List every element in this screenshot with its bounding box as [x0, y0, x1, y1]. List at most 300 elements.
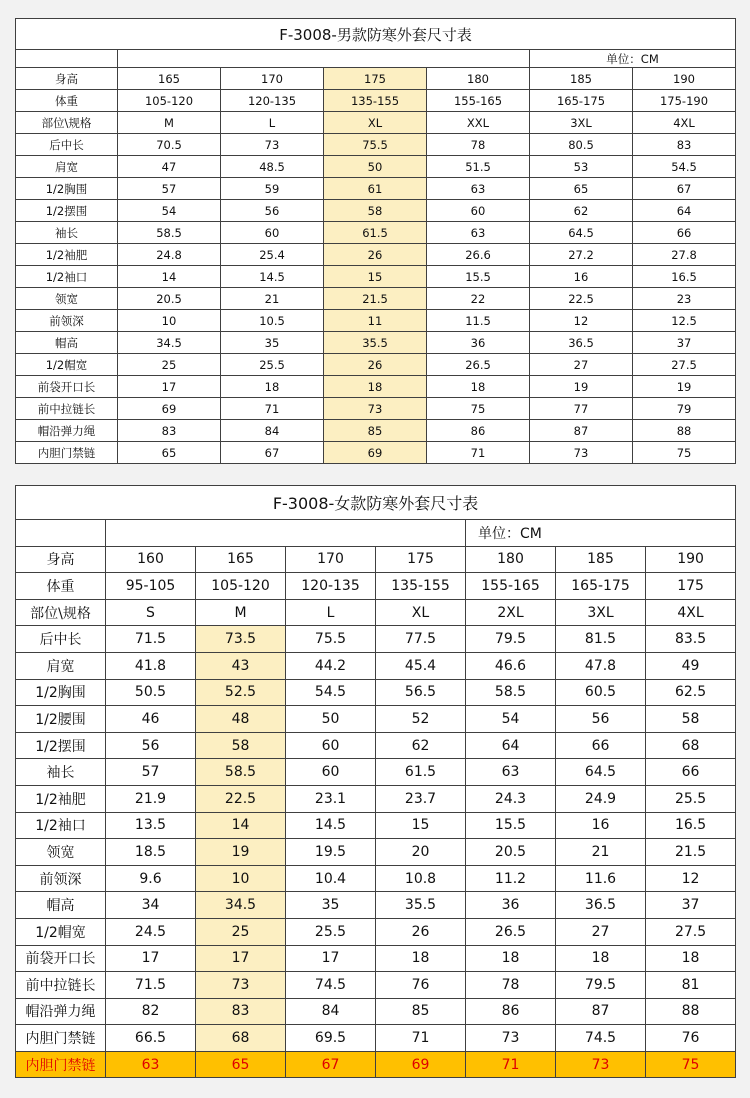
men-table-row	[16, 134, 736, 156]
women-table-cell: 160	[106, 546, 196, 573]
men-table-cell: 75	[633, 442, 736, 464]
women-table-cell: 3XL	[556, 599, 646, 626]
women-table-cell: 15.5	[466, 812, 556, 839]
men-table-cell: 36.5	[530, 332, 633, 354]
women-table-cell: 62	[376, 732, 466, 759]
women-table-cell: 56	[556, 706, 646, 733]
women-table-cell: 18	[466, 945, 556, 972]
women-table-cell: 21	[556, 839, 646, 866]
men-row-label: 前中拉链长	[16, 398, 118, 420]
men-table-cell: 12.5	[633, 310, 736, 332]
women-table-cell: 34.5	[196, 892, 286, 919]
men-table-cell: 18	[427, 376, 530, 398]
men-table-cell: 60	[427, 200, 530, 222]
men-table-cell: 25	[118, 354, 221, 376]
men-table-cell: 71	[221, 398, 324, 420]
women-table-cell: 21.5	[646, 839, 736, 866]
men-row-label: 1/2袖口	[16, 266, 118, 288]
men-table-cell: 14	[118, 266, 221, 288]
women-table-cell: 46	[106, 706, 196, 733]
women-table-cell: 52.5	[196, 679, 286, 706]
women-table-row	[16, 652, 736, 679]
women-table-row	[16, 546, 736, 573]
men-table-cell: 25.4	[221, 244, 324, 266]
women-table-cell: 87	[556, 998, 646, 1025]
men-table-cell: XXL	[427, 112, 530, 134]
men-table-cell: 20.5	[118, 288, 221, 310]
women-table-cell: 10	[196, 865, 286, 892]
women-table-cell: 25.5	[286, 918, 376, 945]
men-row-label: 部位\规格	[16, 112, 118, 134]
women-table-cell: 19	[196, 839, 286, 866]
men-table-cell: 71	[427, 442, 530, 464]
women-table-cell: 18	[376, 945, 466, 972]
women-row-label: 肩宽	[16, 652, 106, 679]
women-table-cell: 41.8	[106, 652, 196, 679]
men-table-cell: 18	[221, 376, 324, 398]
men-table-cell: 27	[530, 354, 633, 376]
men-table-cell: 23	[633, 288, 736, 310]
men-table-cell: 79	[633, 398, 736, 420]
men-table-cell: 15	[324, 266, 427, 288]
women-highlight-row	[16, 1051, 736, 1078]
men-row-label: 帽高	[16, 332, 118, 354]
women-table-cell: 37	[646, 892, 736, 919]
men-table-cell: 35.5	[324, 332, 427, 354]
men-table-cell: 66	[633, 222, 736, 244]
women-table-cell: 43	[196, 652, 286, 679]
women-table-cell: 36	[466, 892, 556, 919]
men-table-cell: 60	[221, 222, 324, 244]
men-table-cell: 59	[221, 178, 324, 200]
women-table-cell: 77.5	[376, 626, 466, 653]
women-table-cell: 11.6	[556, 865, 646, 892]
women-table-cell: 47.8	[556, 652, 646, 679]
women-table-cell: 180	[466, 546, 556, 573]
women-table-cell: 24.3	[466, 785, 556, 812]
men-table-cell: 67	[221, 442, 324, 464]
women-table-cell: 60.5	[556, 679, 646, 706]
women-table-cell: 34	[106, 892, 196, 919]
men-table-cell: 70.5	[118, 134, 221, 156]
women-table-cell: 50.5	[106, 679, 196, 706]
women-table-cell: 165-175	[556, 573, 646, 600]
women-table-cell: 58.5	[466, 679, 556, 706]
men-table-row	[16, 112, 736, 134]
women-table-cell: 73	[466, 1025, 556, 1052]
women-table-cell: 60	[286, 759, 376, 786]
women-table-cell: 61.5	[376, 759, 466, 786]
men-row-label: 1/2胸围	[16, 178, 118, 200]
men-table-cell: 62	[530, 200, 633, 222]
men-row-label: 前袋开口长	[16, 376, 118, 398]
men-table-cell: 84	[221, 420, 324, 442]
women-table-cell: 19.5	[286, 839, 376, 866]
men-table-cell: 18	[324, 376, 427, 398]
men-table-cell: 54	[118, 200, 221, 222]
men-table-cell: 26.6	[427, 244, 530, 266]
men-table-cell: 26.5	[427, 354, 530, 376]
women-table-cell: 13.5	[106, 812, 196, 839]
men-row-label: 1/2袖肥	[16, 244, 118, 266]
women-table-cell: 185	[556, 546, 646, 573]
women-table-cell: 18.5	[106, 839, 196, 866]
men-table-cell: 14.5	[221, 266, 324, 288]
men-table-row	[16, 222, 736, 244]
men-table-cell: 47	[118, 156, 221, 178]
women-row-label: 1/2帽宽	[16, 918, 106, 945]
men-table-cell: 27.5	[633, 354, 736, 376]
men-table-cell: 16.5	[633, 266, 736, 288]
men-row-label: 身高	[16, 68, 118, 90]
women-table-cell: 26	[376, 918, 466, 945]
women-table-cell: 58	[196, 732, 286, 759]
men-table-cell: M	[118, 112, 221, 134]
men-table-cell: 37	[633, 332, 736, 354]
women-table-row	[16, 972, 736, 999]
women-row-label: 部位\规格	[16, 599, 106, 626]
men-table-cell: 10.5	[221, 310, 324, 332]
women-table-cell: 2XL	[466, 599, 556, 626]
men-table-cell: 22	[427, 288, 530, 310]
men-table-cell: 135-155	[324, 90, 427, 112]
men-table-row	[16, 288, 736, 310]
men-table-cell: 25.5	[221, 354, 324, 376]
women-table-cell: 46.6	[466, 652, 556, 679]
women-table-cell: 10.8	[376, 865, 466, 892]
women-row-label: 内胆门禁链	[16, 1051, 106, 1078]
women-table-cell: 10.4	[286, 865, 376, 892]
men-table-cell: 73	[324, 398, 427, 420]
men-table-cell: 85	[324, 420, 427, 442]
women-table-row	[16, 998, 736, 1025]
women-table-cell: 190	[646, 546, 736, 573]
men-row-label: 体重	[16, 90, 118, 112]
women-table-cell: 23.7	[376, 785, 466, 812]
women-table-cell: 17	[196, 945, 286, 972]
men-table-cell: 24.8	[118, 244, 221, 266]
women-table-cell: 68	[646, 732, 736, 759]
men-table-row	[16, 398, 736, 420]
women-table-row	[16, 918, 736, 945]
women-table-cell: 165	[196, 546, 286, 573]
men-table-cell: 57	[118, 178, 221, 200]
women-table-cell: 20.5	[466, 839, 556, 866]
women-row-label: 1/2胸围	[16, 679, 106, 706]
women-table-cell: 54	[466, 706, 556, 733]
women-row-label: 1/2袖口	[16, 812, 106, 839]
men-table-cell: 175-190	[633, 90, 736, 112]
women-table-cell: 73.5	[196, 626, 286, 653]
women-table-cell: 66	[646, 759, 736, 786]
women-table-cell: 23.1	[286, 785, 376, 812]
women-table-cell: 4XL	[646, 599, 736, 626]
men-table-cell: 17	[118, 376, 221, 398]
men-table-cell: 19	[530, 376, 633, 398]
men-table-row	[16, 310, 736, 332]
women-table-cell: 76	[646, 1025, 736, 1052]
men-table-cell: 16	[530, 266, 633, 288]
women-table-cell: 50	[286, 706, 376, 733]
men-table-row	[16, 354, 736, 376]
women-table-cell: 69	[376, 1051, 466, 1078]
men-table-row	[16, 156, 736, 178]
women-table-row	[16, 839, 736, 866]
women-table-cell: 14.5	[286, 812, 376, 839]
men-table-row	[16, 90, 736, 112]
men-table-cell: 27.2	[530, 244, 633, 266]
men-table-cell: 61	[324, 178, 427, 200]
men-table-cell: 34.5	[118, 332, 221, 354]
women-table-cell: 15	[376, 812, 466, 839]
women-table-cell: 49	[646, 652, 736, 679]
women-table-row	[16, 573, 736, 600]
women-table-cell: 20	[376, 839, 466, 866]
men-table-cell: 87	[530, 420, 633, 442]
women-table-cell: 71	[376, 1025, 466, 1052]
women-table-cell: 62.5	[646, 679, 736, 706]
women-row-label: 帽高	[16, 892, 106, 919]
men-table-cell: 21	[221, 288, 324, 310]
women-table-row	[16, 626, 736, 653]
men-table-cell: 69	[118, 398, 221, 420]
men-table-cell: 67	[633, 178, 736, 200]
women-table-row	[16, 679, 736, 706]
women-table-cell: 25.5	[646, 785, 736, 812]
women-table-cell: 9.6	[106, 865, 196, 892]
women-table-cell: 27.5	[646, 918, 736, 945]
men-table-cell: 26	[324, 354, 427, 376]
men-table-cell: 77	[530, 398, 633, 420]
men-table-title: F-3008-男款防寒外套尺寸表	[16, 19, 736, 50]
women-table-row	[16, 945, 736, 972]
women-table-cell: 60	[286, 732, 376, 759]
men-table-cell: 11	[324, 310, 427, 332]
men-table-cell: 54.5	[633, 156, 736, 178]
women-table-cell: 135-155	[376, 573, 466, 600]
men-table-cell: 26	[324, 244, 427, 266]
men-table-cell: 63	[427, 222, 530, 244]
women-unit-blank	[16, 520, 106, 547]
women-table-cell: 22.5	[196, 785, 286, 812]
men-table-cell: L	[221, 112, 324, 134]
women-table-row	[16, 1025, 736, 1052]
women-table-cell: 65	[196, 1051, 286, 1078]
women-table-cell: 24.5	[106, 918, 196, 945]
men-row-label: 领宽	[16, 288, 118, 310]
women-table-cell: 26.5	[466, 918, 556, 945]
women-row-label: 身高	[16, 546, 106, 573]
men-table-cell: 27.8	[633, 244, 736, 266]
women-table-cell: S	[106, 599, 196, 626]
women-table-row	[16, 812, 736, 839]
women-table-cell: 78	[466, 972, 556, 999]
men-table-cell: 185	[530, 68, 633, 90]
women-table-cell: 36.5	[556, 892, 646, 919]
women-table-cell: 18	[646, 945, 736, 972]
women-table-row	[16, 785, 736, 812]
women-table-cell: 66	[556, 732, 646, 759]
men-table-cell: 21.5	[324, 288, 427, 310]
men-table-cell: 165	[118, 68, 221, 90]
women-table-cell: 35.5	[376, 892, 466, 919]
women-table-row	[16, 732, 736, 759]
women-table-cell: 58.5	[196, 759, 286, 786]
women-table-cell: 24.9	[556, 785, 646, 812]
men-row-label: 内胆门禁链	[16, 442, 118, 464]
women-table-cell: 105-120	[196, 573, 286, 600]
women-table-cell: L	[286, 599, 376, 626]
men-unit-blank	[16, 50, 118, 68]
men-table-cell: 64	[633, 200, 736, 222]
men-unit-spacer	[118, 50, 530, 68]
men-table-cell: 80.5	[530, 134, 633, 156]
women-table-cell: 155-165	[466, 573, 556, 600]
women-table-cell: 44.2	[286, 652, 376, 679]
women-row-label: 1/2腰围	[16, 706, 106, 733]
women-table-cell: 76	[376, 972, 466, 999]
men-table-cell: 65	[118, 442, 221, 464]
men-size-table	[15, 18, 736, 464]
women-table-row	[16, 865, 736, 892]
women-table-title: F-3008-女款防寒外套尺寸表	[16, 486, 736, 520]
women-table-cell: 73	[556, 1051, 646, 1078]
men-table-cell: 88	[633, 420, 736, 442]
men-table-cell: 15.5	[427, 266, 530, 288]
men-table-cell: 63	[427, 178, 530, 200]
women-table-cell: 74.5	[286, 972, 376, 999]
men-row-label: 肩宽	[16, 156, 118, 178]
women-table-cell: 83.5	[646, 626, 736, 653]
men-table-cell: 35	[221, 332, 324, 354]
men-row-label: 前领深	[16, 310, 118, 332]
women-row-label: 内胆门禁链	[16, 1025, 106, 1052]
women-table-cell: 56	[106, 732, 196, 759]
men-table-cell: 58.5	[118, 222, 221, 244]
men-row-label: 后中长	[16, 134, 118, 156]
women-table-cell: 175	[376, 546, 466, 573]
men-table-cell: 120-135	[221, 90, 324, 112]
women-table-cell: 82	[106, 998, 196, 1025]
women-row-label: 体重	[16, 573, 106, 600]
women-table-cell: 86	[466, 998, 556, 1025]
women-row-label: 领宽	[16, 839, 106, 866]
women-table-cell: 120-135	[286, 573, 376, 600]
men-table-cell: 22.5	[530, 288, 633, 310]
women-table-cell: 75	[646, 1051, 736, 1078]
women-table-cell: 48	[196, 706, 286, 733]
women-table-cell: 63	[106, 1051, 196, 1078]
women-row-label: 前中拉链长	[16, 972, 106, 999]
women-table-cell: 63	[466, 759, 556, 786]
men-row-label: 1/2摆围	[16, 200, 118, 222]
women-table-cell: 58	[646, 706, 736, 733]
women-table-cell: 71	[466, 1051, 556, 1078]
men-table-cell: 61.5	[324, 222, 427, 244]
women-row-label: 前领深	[16, 865, 106, 892]
men-table-cell: 51.5	[427, 156, 530, 178]
women-table-cell: 12	[646, 865, 736, 892]
women-unit-spacer	[106, 520, 466, 547]
men-table-cell: 48.5	[221, 156, 324, 178]
men-table-cell: 10	[118, 310, 221, 332]
women-table-cell: 35	[286, 892, 376, 919]
men-table-cell: 86	[427, 420, 530, 442]
men-table-row	[16, 442, 736, 464]
women-table-cell: 11.2	[466, 865, 556, 892]
women-row-label: 帽沿弹力绳	[16, 998, 106, 1025]
men-row-label: 1/2帽宽	[16, 354, 118, 376]
men-table-cell: 36	[427, 332, 530, 354]
men-table-cell: 69	[324, 442, 427, 464]
men-table-cell: 83	[633, 134, 736, 156]
women-row-label: 后中长	[16, 626, 106, 653]
women-table-cell: 14	[196, 812, 286, 839]
women-table-cell: 71.5	[106, 626, 196, 653]
women-table-cell: 52	[376, 706, 466, 733]
men-row-label: 帽沿弹力绳	[16, 420, 118, 442]
men-table-row	[16, 178, 736, 200]
men-table-cell: 75	[427, 398, 530, 420]
women-table-cell: 74.5	[556, 1025, 646, 1052]
women-table-cell: 81.5	[556, 626, 646, 653]
women-table-cell: 17	[286, 945, 376, 972]
women-table-cell: M	[196, 599, 286, 626]
men-table-cell: 190	[633, 68, 736, 90]
men-table-row	[16, 376, 736, 398]
women-table-cell: 16.5	[646, 812, 736, 839]
women-table-cell: 18	[556, 945, 646, 972]
men-table-cell: 56	[221, 200, 324, 222]
women-table-cell: 69.5	[286, 1025, 376, 1052]
men-table-cell: 50	[324, 156, 427, 178]
women-table-cell: 17	[106, 945, 196, 972]
women-table-cell: 16	[556, 812, 646, 839]
women-table-cell: 64.5	[556, 759, 646, 786]
men-table-cell: 64.5	[530, 222, 633, 244]
men-table-cell: 3XL	[530, 112, 633, 134]
women-table-cell: 21.9	[106, 785, 196, 812]
women-table-cell: 54.5	[286, 679, 376, 706]
men-table-cell: 155-165	[427, 90, 530, 112]
women-row-label: 1/2摆围	[16, 732, 106, 759]
women-row-label: 袖长	[16, 759, 106, 786]
men-table-cell: 105-120	[118, 90, 221, 112]
women-table-cell: 71.5	[106, 972, 196, 999]
women-table-cell: 88	[646, 998, 736, 1025]
women-table-cell: 67	[286, 1051, 376, 1078]
women-table-cell: 73	[196, 972, 286, 999]
women-table-cell: 79.5	[556, 972, 646, 999]
men-table-cell: 53	[530, 156, 633, 178]
women-table-cell: 79.5	[466, 626, 556, 653]
men-table-cell: 75.5	[324, 134, 427, 156]
women-table-cell: 25	[196, 918, 286, 945]
women-row-label: 1/2袖肥	[16, 785, 106, 812]
men-table-row	[16, 200, 736, 222]
men-table-cell: 83	[118, 420, 221, 442]
men-table-cell: 180	[427, 68, 530, 90]
women-table-cell: 81	[646, 972, 736, 999]
women-table-cell: 85	[376, 998, 466, 1025]
men-table-cell: 73	[221, 134, 324, 156]
men-table-row	[16, 244, 736, 266]
women-table-row	[16, 706, 736, 733]
men-table-cell: 170	[221, 68, 324, 90]
men-table-cell: 19	[633, 376, 736, 398]
women-table-cell: 57	[106, 759, 196, 786]
women-table-cell: 170	[286, 546, 376, 573]
